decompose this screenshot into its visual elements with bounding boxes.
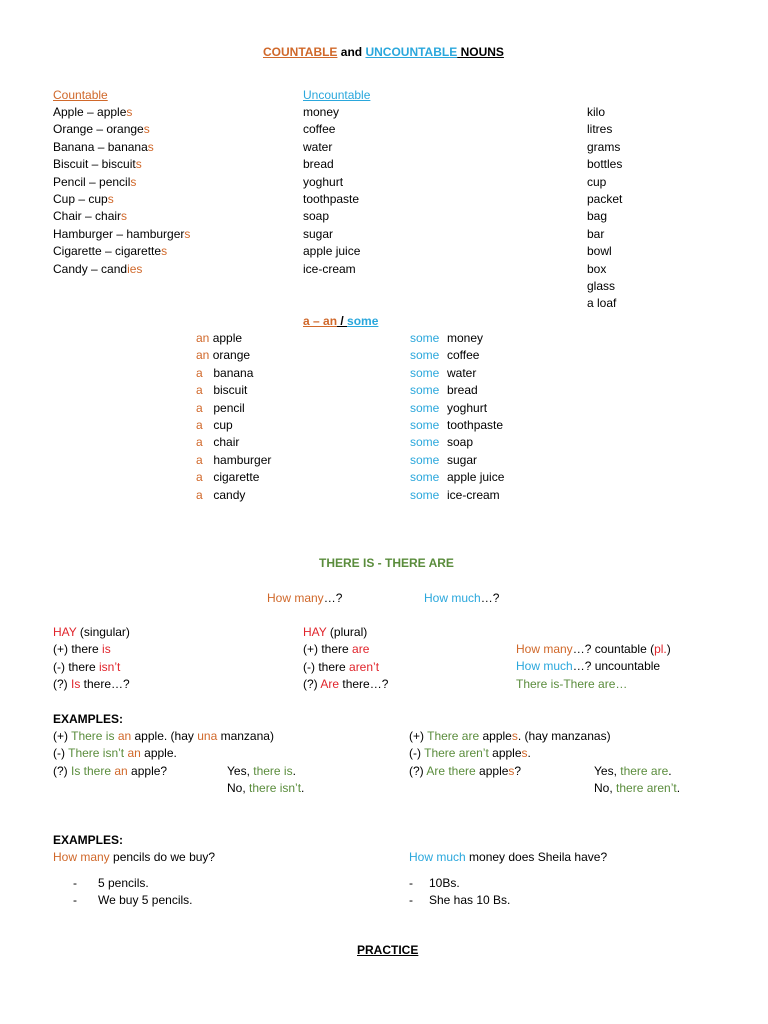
list-item: some sugar	[410, 452, 478, 467]
list-item: soap	[303, 209, 330, 224]
examples-label: EXAMPLES:	[53, 712, 124, 726]
example-singular-negative: (-) There isn’t an apple.	[53, 746, 177, 761]
list-item: an orange	[196, 348, 251, 363]
how-much-example: How much money does Sheila have?	[409, 850, 608, 864]
hay-singular-label: HAY (singular)	[53, 625, 130, 639]
list-item: Apple – apples	[53, 105, 133, 119]
list-item: Hamburger – hamburgers	[53, 226, 191, 241]
list-item: bar	[587, 226, 605, 241]
list-item: Biscuit – biscuits	[53, 157, 142, 172]
list-item: - She has 10 Bs.	[409, 893, 511, 908]
example-plural-positive: (+) There are apples. (hay manzanas)	[409, 729, 611, 743]
example-singular-positive: (+) There is an apple. (hay una manzana)	[53, 729, 274, 743]
hay-plural-negative: (-) there aren’t	[303, 659, 380, 674]
article-heading: a – an / some	[303, 314, 379, 328]
examples-label: EXAMPLES:	[53, 833, 124, 847]
article-list	[196, 330, 271, 504]
list-item: some apple juice	[410, 470, 505, 485]
example-plural-answers	[594, 763, 680, 798]
list-item: - We buy 5 pencils.	[73, 893, 193, 908]
list-item: some money	[410, 331, 484, 345]
list-item: litres	[587, 122, 613, 137]
how-much-question: How much…?	[424, 591, 500, 605]
answer-yes: Yes, there is.	[227, 764, 296, 778]
examples-plural	[409, 728, 611, 780]
list-item: some soap	[410, 435, 474, 450]
there-heading: THERE IS - THERE ARE	[319, 556, 454, 570]
list-item: a cup	[196, 417, 233, 432]
list-item: sugar	[303, 226, 334, 241]
example-singular-answers	[227, 763, 304, 798]
list-item: Cup – cups	[53, 191, 114, 206]
example-singular-question: (?) Is there an apple?	[53, 763, 168, 778]
how-many-answers	[73, 875, 193, 910]
hay-plural-block	[303, 624, 388, 694]
list-item: some bread	[410, 383, 478, 398]
list-item: some toothpaste	[410, 417, 504, 432]
list-item: a candy	[196, 487, 246, 502]
list-item: a pencil	[196, 400, 245, 415]
list-item: bread	[303, 157, 334, 172]
example-plural-question: (?) Are there apples?	[409, 763, 522, 778]
page-title: COUNTABLE and UNCOUNTABLE NOUNS	[263, 45, 504, 59]
list-item: Pencil – pencils	[53, 174, 137, 189]
hay-plural-positive: (+) there are	[303, 642, 370, 657]
list-item: cup	[587, 174, 607, 189]
list-item: a biscuit	[196, 383, 248, 398]
summary-how-many: How many…? countable (pl.)	[516, 642, 671, 656]
list-item: money	[303, 105, 340, 119]
uncountable-header: Uncountable	[303, 88, 371, 102]
answer-no: No, there aren’t.	[594, 781, 681, 796]
hay-plural-label: HAY (plural)	[303, 625, 368, 639]
list-item: box	[587, 261, 607, 276]
answer-no: No, there isn’t.	[227, 781, 305, 796]
list-item: bag	[587, 209, 608, 224]
list-item: Chair – chairs	[53, 209, 128, 224]
list-item: a cigarette	[196, 470, 260, 485]
list-item: packet	[587, 191, 623, 206]
list-item: a hamburger	[196, 452, 272, 467]
summary-how-much: How much…? uncountable	[516, 659, 661, 674]
list-item: Orange – oranges	[53, 122, 150, 137]
list-item: glass	[587, 278, 616, 293]
how-many-question: How many…?	[267, 591, 343, 605]
practice-heading: PRACTICE	[357, 943, 419, 957]
list-item: yoghurt	[303, 174, 344, 189]
hay-singular-positive: (+) there is	[53, 642, 111, 657]
list-item: some water	[410, 365, 477, 380]
countable-list	[53, 104, 190, 278]
example-plural-negative: (-) There aren’t apples.	[409, 746, 531, 761]
list-item: water	[303, 139, 333, 154]
list-item: a loaf	[587, 296, 617, 311]
uncountable-list	[303, 104, 360, 278]
hay-singular-block	[53, 624, 130, 694]
hay-singular-negative: (-) there isn’t	[53, 659, 121, 674]
list-item: apple juice	[303, 244, 361, 259]
list-item: some ice-cream	[410, 487, 500, 502]
measures-list	[587, 104, 622, 313]
hay-singular-question: (?) Is there…?	[53, 677, 130, 692]
answer-yes: Yes, there are.	[594, 764, 672, 778]
countable-header: Countable	[53, 88, 108, 102]
list-item: some coffee	[410, 348, 480, 363]
list-item: - 5 pencils.	[73, 876, 149, 890]
list-item: bottles	[587, 157, 623, 172]
how-much-answers	[409, 875, 510, 910]
list-item: Cigarette – cigarettes	[53, 244, 168, 259]
list-item: a banana	[196, 365, 254, 380]
how-many-example: How many pencils do we buy?	[53, 850, 216, 864]
list-item: toothpaste	[303, 191, 360, 206]
list-item: Banana – bananas	[53, 139, 154, 154]
summary-there: There is-There are…	[516, 676, 628, 691]
list-item: kilo	[587, 105, 606, 119]
some-list	[410, 330, 504, 504]
list-item: coffee	[303, 122, 336, 137]
list-item: grams	[587, 139, 621, 154]
list-item: some yoghurt	[410, 400, 488, 415]
summary-block	[516, 641, 671, 693]
list-item: a chair	[196, 435, 240, 450]
hay-plural-question: (?) Are there…?	[303, 677, 389, 692]
list-item: an apple	[196, 331, 243, 345]
list-item: ice-cream	[303, 261, 356, 276]
list-item: bowl	[587, 244, 612, 259]
list-item: - 10Bs.	[409, 876, 460, 890]
list-item: Candy – candies	[53, 261, 143, 276]
